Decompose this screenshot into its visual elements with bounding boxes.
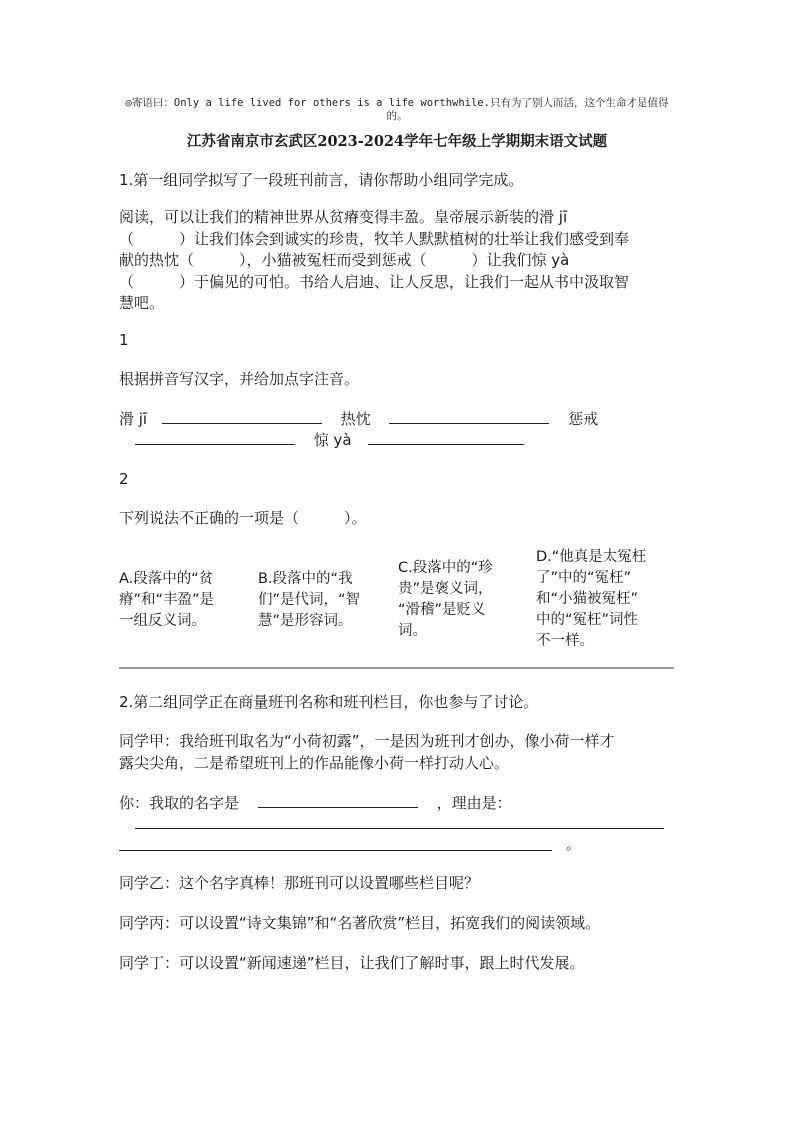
passage-line: 阅读，可以让我们的精神世界从贫瘠变得丰盈。皇帝展示新装的滑 jī xyxy=(119,208,568,226)
pinyin-row-2 xyxy=(135,430,524,451)
answer-blank-4[interactable] xyxy=(368,430,524,445)
student-bing-text: 同学丙：可以设置“诗文集锦”和“名著欣赏”栏目，拓宽我们的阅读领域。 xyxy=(119,914,601,932)
reason-end-mark: 。 xyxy=(566,835,582,853)
option-b[interactable]: B.段落中的“我 们”是代词，“智 慧”是形容词。 xyxy=(258,571,361,629)
header-motto: ◎寄语曰：Only a life lived for others is a life worthwhile.只有为了别人而活，这个生命才是值得的。 xyxy=(125,97,669,122)
passage-line: （ ）于偏见的可怕。书给人启迪、让人反思，让我们一起从书中汲取智 xyxy=(119,272,630,291)
option-d[interactable]: D.“他真是太冤枉 了”中的“冤枉” 和“小猫被冤枉” 中的“冤枉”词性 不一样。 xyxy=(536,549,647,649)
question-1-prompt: 1.第一组同学拟写了一段班刊前言，请你帮助小组同学完成。 xyxy=(119,171,524,189)
your-answer-row: 你：我取的名字是 ，理由是： xyxy=(119,794,512,812)
page-title: 江苏省南京市玄武区2023-2024学年七年级上学期期末语文试题 xyxy=(186,133,608,150)
pinyin-row-1 xyxy=(119,409,598,430)
option-a[interactable]: A.段落中的“贫 瘠”和“丰盈”是 一组反义词。 xyxy=(119,571,215,629)
answer-blank-3[interactable] xyxy=(135,430,295,445)
item-label: 热忱 xyxy=(340,410,371,428)
sub-question-2-instruction: 下列说法不正确的一项是（ ）。 xyxy=(119,509,367,527)
reason-answer-line-1[interactable] xyxy=(135,828,664,829)
question-1-passage xyxy=(119,207,679,315)
answer-blank-2[interactable] xyxy=(389,409,549,424)
question-2-prompt: 2.第二组同学正在商量班刊名称和班刊栏目，你也参与了讨论。 xyxy=(119,693,539,711)
sub-question-2-number: 2 xyxy=(119,470,129,488)
student-ding-text: 同学丁：可以设置“新闻速递”栏目，让我们了解时事，跟上时代发展。 xyxy=(119,954,585,972)
sub-question-1-instruction: 根据拼音写汉字，并给加点字注音。 xyxy=(119,370,360,388)
answer-blank-1[interactable] xyxy=(162,409,322,424)
section-divider xyxy=(119,667,674,669)
item-label: 滑 jī xyxy=(119,410,148,428)
student-jia-text: 同学甲：我给班刊取名为“小荷初露”，一是因为班刊才创办，像小荷一样才 露尖尖角，二是希望班刊上的作品能像小荷一样打动人心。 xyxy=(119,732,615,772)
passage-line: （ ）让我们体会到诚实的珍贵，牧羊人默默植树的壮举让我们感受到奉 xyxy=(119,229,630,248)
item-label: 惩戒 xyxy=(568,410,599,428)
item-label: 惊 yà xyxy=(313,431,352,449)
sub-question-1-number: 1 xyxy=(119,331,129,349)
passage-line: 献的热忱（ ），小猫被冤枉而受到惩戒（ ）让我们惊 yà xyxy=(119,251,570,269)
option-c[interactable]: C.段落中的“珍 贵”是褒义词， “滑稽”是贬义 词。 xyxy=(398,560,493,639)
name-answer-blank[interactable] xyxy=(258,793,418,808)
student-yi-text: 同学乙：这个名字真棒！那班刊可以设置哪些栏目呢？ xyxy=(119,874,480,892)
reason-answer-line-2[interactable] xyxy=(119,850,552,851)
passage-line: 慧吧。 xyxy=(119,294,165,312)
